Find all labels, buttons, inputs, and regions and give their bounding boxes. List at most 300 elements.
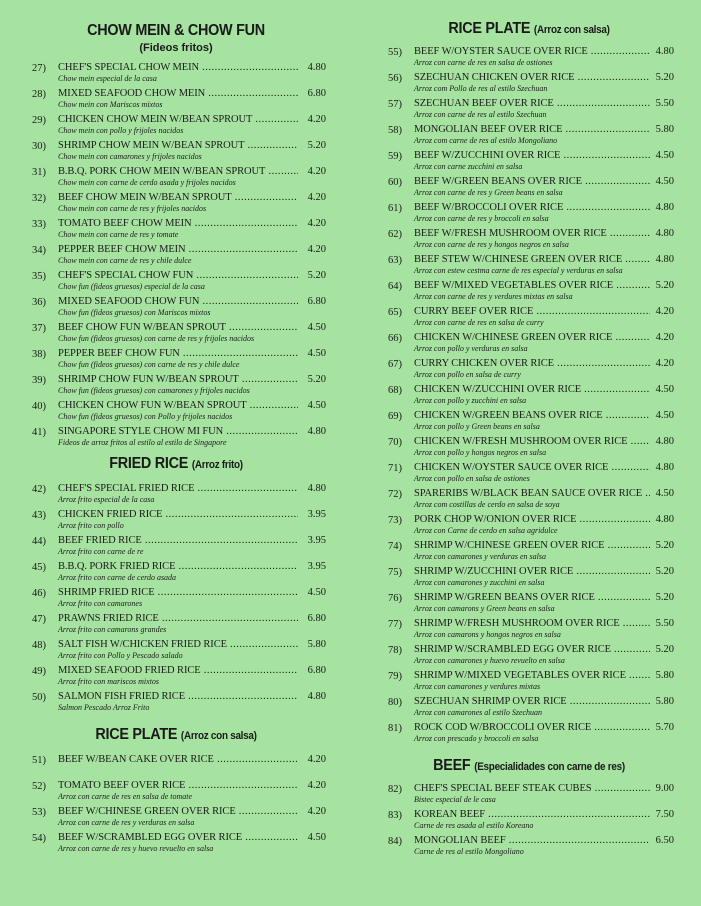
menu-item — [384, 383, 674, 409]
menu-item — [26, 508, 326, 534]
item-description: Arroz frito con camarones — [58, 599, 143, 608]
menu-item — [384, 591, 674, 617]
item-price: 4.50 — [307, 587, 326, 598]
item-price: 6.80 — [307, 88, 326, 99]
item-number: 28) — [32, 89, 46, 100]
item-name: CHEF'S SPECIAL CHOW MEIN ..... — [58, 61, 298, 74]
menu-item — [26, 373, 326, 399]
item-number: 60) — [388, 177, 402, 188]
item-name: BEEF W/BROCCOLI OVER RICE ..... — [414, 201, 650, 214]
menu-item — [384, 175, 674, 201]
item-price: 5.50 — [655, 618, 674, 629]
menu-item — [384, 45, 674, 71]
item-price: 5.20 — [307, 140, 326, 151]
beef-title: BEEF — [433, 757, 471, 774]
item-description: Arroz con pollo y verduras en salsa — [414, 344, 528, 353]
item-name: CHICKEN CHOW MEIN W/BEAN SPROUT ..... — [58, 113, 298, 126]
item-name: CHICKEN W/GREEN BEANS OVER RICE ..... — [414, 409, 650, 422]
menu-item — [26, 753, 326, 779]
right-column — [384, 20, 674, 860]
item-description: Arroz frito con carne de cerdo asada — [58, 573, 177, 582]
item-price: 4.20 — [307, 218, 326, 229]
item-name: SHRIMP CHOW MEIN W/BEAN SPROUT ..... — [58, 139, 298, 152]
item-description: Arroz con carne de res y hongos negros en salsa — [414, 240, 569, 249]
menu-item — [26, 805, 326, 831]
item-number: 62) — [388, 229, 402, 240]
item-number: 54) — [32, 833, 46, 844]
item-name: SHRIMP CHOW FUN W/BEAN SPROUT ..... — [58, 373, 298, 386]
item-name: CHICKEN FRIED RICE ..... — [58, 508, 298, 521]
menu-item — [384, 279, 674, 305]
item-price: 4.20 — [307, 780, 326, 791]
item-name: PORK CHOP W/ONION OVER RICE ..... — [414, 513, 650, 526]
menu-item — [26, 560, 326, 586]
item-name: BEEF W/OYSTER SAUCE OVER RICE ..... — [414, 45, 650, 58]
menu-item — [26, 269, 326, 295]
item-description: Arroz frito especial de la casa — [58, 495, 155, 504]
item-description: Arroz con pollo en salsa de ostiones — [414, 474, 530, 483]
item-number: 51) — [32, 755, 46, 766]
menu-item — [26, 779, 326, 805]
item-number: 79) — [388, 671, 402, 682]
item-number: 32) — [32, 193, 46, 204]
item-price: 4.50 — [307, 832, 326, 843]
menu-item — [26, 243, 326, 269]
item-number: 29) — [32, 115, 46, 126]
item-description: Arroz con camarones y verduras en salsa — [414, 552, 546, 561]
item-name: B.B.Q. PORK FRIED RICE ..... — [58, 560, 298, 573]
item-number: 71) — [388, 463, 402, 474]
item-description: Arroz con carne de res en salsa de ostiones — [414, 58, 553, 67]
beef-subtitle: (Especialidades con carne de res) — [474, 761, 625, 773]
item-description: Arroz con carne zucchini en salsa — [414, 162, 523, 171]
item-price: 4.20 — [307, 754, 326, 765]
item-number: 78) — [388, 645, 402, 656]
item-description: Carne de res asada al estilo Koreano — [414, 821, 534, 830]
item-name: SHRIMP W/SCRAMBLED EGG OVER RICE ..... — [414, 643, 650, 656]
item-number: 64) — [388, 281, 402, 292]
item-name: BEEF W/ZUCCHINI OVER RICE ..... — [414, 149, 650, 162]
item-price: 4.50 — [655, 410, 674, 421]
item-price: 5.20 — [307, 374, 326, 385]
item-number: 65) — [388, 307, 402, 318]
menu-item — [384, 305, 674, 331]
item-price: 4.20 — [307, 114, 326, 125]
item-number: 56) — [388, 73, 402, 84]
item-price: 4.50 — [655, 488, 674, 499]
item-price: 4.20 — [307, 192, 326, 203]
item-number: 44) — [32, 536, 46, 547]
item-price: 5.80 — [655, 696, 674, 707]
menu-item — [26, 425, 326, 451]
item-description: Arroz com Pollo de res al estilo Szechuan — [414, 84, 548, 93]
menu-item — [384, 201, 674, 227]
item-name: SZECHUAN BEEF OVER RICE ..... — [414, 97, 650, 110]
item-description: Arroz con carne de res al estilo Szechuan — [414, 110, 547, 119]
item-number: 81) — [388, 723, 402, 734]
item-description: Chow mein con Mariscos mixtos — [58, 100, 163, 109]
item-price: 4.50 — [307, 400, 326, 411]
item-number: 47) — [32, 614, 46, 625]
section-title-chow-mein: CHOW MEIN & CHOW FUN — [87, 22, 265, 39]
fried-rice-title: FRIED RICE — [109, 455, 189, 472]
item-description: Arroz con prescado y broccoli en salsa — [414, 734, 539, 743]
item-number: 34) — [32, 245, 46, 256]
item-name: CHEF'S SPECIAL FRIED RICE ..... — [58, 482, 298, 495]
item-name: PEPPER BEEF CHOW MEIN ..... — [58, 243, 298, 256]
item-description: Arroz con camarons y Green beans en salsa — [414, 604, 555, 613]
item-price: 6.80 — [307, 296, 326, 307]
item-number: 80) — [388, 697, 402, 708]
item-name: SHRIMP W/CHINESE GREEN OVER RICE ..... — [414, 539, 650, 552]
item-name: PEPPER BEEF CHOW FUN ..... — [58, 347, 298, 360]
item-name: SPARERIBS W/BLACK BEAN SAUCE OVER RICE ..... — [414, 487, 650, 500]
item-price: 3.95 — [307, 561, 326, 572]
item-description: Arroz con estew cestma carne de res especial y verduras en salsa — [414, 266, 623, 275]
item-description: Arroz com carne de res al estilo Mongoliano — [414, 136, 558, 145]
item-price: 5.20 — [655, 540, 674, 551]
menu-item — [26, 586, 326, 612]
item-description: Arroz com costillas de cerdo en salsa de soya — [414, 500, 560, 509]
item-description: Chow mein con carne de cerdo asada y frijoles nacidos — [58, 178, 236, 187]
item-description: Chow mein con carne de res y chile dulce — [58, 256, 192, 265]
item-description: Arroz con carne de res en salsa de curry — [414, 318, 544, 327]
item-name: BEEF W/MIXED VEGETABLES OVER RICE ..... — [414, 279, 650, 292]
item-number: 82) — [388, 784, 402, 795]
item-description: Salmon Pescado Arroz Frito — [58, 703, 150, 712]
item-description: Chow mein con pollo y frijoles nacidos — [58, 126, 184, 135]
item-number: 50) — [32, 692, 46, 703]
item-name: SHRIMP W/MIXED VEGETABLES OVER RICE ..... — [414, 669, 650, 682]
item-description: Chow fun (fideos gruesos) especial de la casa — [58, 282, 205, 291]
item-description: Arroz con carne de res y Green beans en salsa — [414, 188, 563, 197]
item-name: CHICKEN W/ZUCCHINI OVER RICE ..... — [414, 383, 650, 396]
item-description: Arroz con carne de res en salsa de tomate — [58, 792, 193, 801]
menu-item — [384, 513, 674, 539]
menu-item — [384, 253, 674, 279]
item-price: 5.20 — [655, 592, 674, 603]
item-description: Chow mein con camarones y frijoles nacidos — [58, 152, 202, 161]
item-name: BEEF W/FRESH MUSHROOM OVER RICE ..... — [414, 227, 650, 240]
item-number: 69) — [388, 411, 402, 422]
item-name: PRAWNS FRIED RICE ..... — [58, 612, 298, 625]
item-price: 7.50 — [655, 809, 674, 820]
item-name: SZECHUAN SHRIMP OVER RICE ..... — [414, 695, 650, 708]
item-name: KOREAN BEEF ..... — [414, 808, 650, 821]
item-description: Chow fun (fideos gruesos) con Mariscos mixtos — [58, 308, 211, 317]
item-price: 4.50 — [307, 322, 326, 333]
item-description: Arroz con pollo y Green beans en salsa — [414, 422, 540, 431]
item-number: 84) — [388, 836, 402, 847]
item-price: 4.50 — [655, 384, 674, 395]
menu-item — [384, 71, 674, 97]
item-name: MIXED SEAFOOD FRIED RICE ..... — [58, 664, 298, 677]
item-price: 4.20 — [655, 358, 674, 369]
menu-item — [26, 165, 326, 191]
item-number: 61) — [388, 203, 402, 214]
item-description: Chow fun (fideos gruesos) con carne de res y chile dulce — [58, 360, 240, 369]
item-price: 5.80 — [307, 639, 326, 650]
menu-item — [384, 782, 674, 808]
item-name: SZECHUAN CHICKEN OVER RICE ..... — [414, 71, 650, 84]
item-price: 4.80 — [655, 514, 674, 525]
rice-plate-right-title: RICE PLATE — [448, 20, 531, 37]
item-number: 63) — [388, 255, 402, 266]
item-price: 5.50 — [655, 98, 674, 109]
item-number: 83) — [388, 810, 402, 821]
item-number: 41) — [32, 427, 46, 438]
section-title-rice-plate-left — [41, 726, 311, 745]
item-description: Arroz con pollo y zucchini en salsa — [414, 396, 527, 405]
item-price: 5.20 — [655, 280, 674, 291]
item-price: 5.20 — [307, 270, 326, 281]
menu-item — [384, 227, 674, 253]
section-subtitle-chow-mein: (Fideos fritos) — [139, 42, 213, 54]
item-number: 75) — [388, 567, 402, 578]
item-name: MONGOLIAN BEEF OVER RICE ..... — [414, 123, 650, 136]
item-price: 5.20 — [655, 72, 674, 83]
menu-item — [384, 721, 674, 747]
menu-item — [384, 461, 674, 487]
item-number: 77) — [388, 619, 402, 630]
left-column — [26, 22, 326, 857]
item-name: CHEF'S SPECIAL BEEF STEAK CUBES ..... — [414, 782, 650, 795]
item-name: TOMATO BEEF CHOW MEIN ..... — [58, 217, 298, 230]
menu-item — [26, 295, 326, 321]
item-price: 4.20 — [307, 244, 326, 255]
item-description: Arroz frito con camarons grandes — [58, 625, 167, 634]
menu-item — [384, 643, 674, 669]
chow-mein-section — [26, 22, 326, 451]
item-price: 4.20 — [655, 306, 674, 317]
menu-item — [26, 831, 326, 857]
item-name: MIXED SEAFOOD CHOW FUN ..... — [58, 295, 298, 308]
menu-item — [384, 409, 674, 435]
item-name: SHRIMP W/FRESH MUSHROOM OVER RICE ..... — [414, 617, 650, 630]
item-price: 5.20 — [655, 644, 674, 655]
item-description: Arroz con camarones al estilo Szechuan — [414, 708, 543, 717]
item-number: 42) — [32, 484, 46, 495]
menu-item — [384, 669, 674, 695]
item-number: 49) — [32, 666, 46, 677]
item-name: BEEF W/GREEN BEANS OVER RICE ..... — [414, 175, 650, 188]
item-price: 5.80 — [655, 124, 674, 135]
menu-item — [26, 534, 326, 560]
fried-rice-subtitle: (Arroz frito) — [191, 459, 243, 471]
item-price: 3.95 — [307, 535, 326, 546]
item-name: CHEF'S SPECIAL CHOW FUN ..... — [58, 269, 298, 282]
item-name: CURRY CHICKEN OVER RICE ..... — [414, 357, 650, 370]
menu-item — [26, 690, 326, 716]
rice-plate-right-subtitle: (Arroz con salsa) — [533, 24, 610, 36]
menu-item — [384, 149, 674, 175]
item-name: BEEF W/BEAN CAKE OVER RICE ..... — [58, 753, 298, 766]
item-description: Arroz con camarones y zucchini en salsa — [414, 578, 545, 587]
item-number: 66) — [388, 333, 402, 344]
item-price: 4.20 — [307, 806, 326, 817]
item-price: 4.80 — [655, 202, 674, 213]
menu-item — [384, 331, 674, 357]
item-price: 5.70 — [655, 722, 674, 733]
item-name: CHICKEN W/FRESH MUSHROOM OVER RICE ..... — [414, 435, 650, 448]
item-description: Chow mein con carne de res y frijoles nacidos — [58, 204, 207, 213]
item-price: 6.50 — [655, 835, 674, 846]
rice-plate-left-title: RICE PLATE — [95, 726, 178, 743]
item-number: 46) — [32, 588, 46, 599]
menu-item — [26, 612, 326, 638]
menu-item — [26, 482, 326, 508]
item-price: 4.80 — [307, 691, 326, 702]
item-description: Arroz frito con Pollo y Pescado salado — [58, 651, 183, 660]
item-description: Chow mein especial de la casa — [58, 74, 157, 83]
item-description: Arroz con pollo y hongos negros en salsa — [414, 448, 547, 457]
item-description: Chow fun (fideos gruesos) con carne de res y frijoles nacidos — [58, 334, 255, 343]
item-description: Bistec especial de le casa — [414, 795, 496, 804]
menu-item — [26, 139, 326, 165]
item-description: Arroz con carne de res y verdures mixtas en salsa — [414, 292, 573, 301]
item-price: 4.80 — [655, 254, 674, 265]
item-description: Arroz con pollo en salsa de curry — [414, 370, 521, 379]
item-number: 27) — [32, 63, 46, 74]
item-price: 6.80 — [307, 613, 326, 624]
item-number: 48) — [32, 640, 46, 651]
menu-item — [26, 87, 326, 113]
item-price: 4.80 — [307, 62, 326, 73]
item-number: 38) — [32, 349, 46, 360]
item-number: 68) — [388, 385, 402, 396]
item-price: 4.50 — [655, 150, 674, 161]
menu-item — [26, 638, 326, 664]
item-price: 4.20 — [655, 332, 674, 343]
item-number: 72) — [388, 489, 402, 500]
item-price: 4.50 — [307, 348, 326, 359]
menu-item — [26, 113, 326, 139]
item-description: Chow fun (fideos gruesos) con Pollo y frijoles nacidos — [58, 412, 233, 421]
item-name: BEEF CHOW MEIN W/BEAN SPROUT ..... — [58, 191, 298, 204]
menu-item — [384, 123, 674, 149]
item-number: 45) — [32, 562, 46, 573]
item-name: MONGOLIAN BEEF ..... — [414, 834, 650, 847]
item-number: 37) — [32, 323, 46, 334]
section-title-fried-rice — [41, 455, 311, 474]
item-description: Chow fun (fideos gruesos) con camarones y frijoles nacidos — [58, 386, 250, 395]
menu-item — [384, 834, 674, 860]
menu-item — [26, 217, 326, 243]
menu-item — [26, 399, 326, 425]
item-number: 73) — [388, 515, 402, 526]
item-name: BEEF W/SCRAMBLED EGG OVER RICE ..... — [58, 831, 298, 844]
item-number: 58) — [388, 125, 402, 136]
item-price: 4.80 — [307, 426, 326, 437]
section-title-rice-plate-right — [399, 20, 660, 39]
item-number: 52) — [32, 781, 46, 792]
item-price: 5.20 — [655, 566, 674, 577]
section-title-beef — [399, 757, 660, 776]
menu-item — [384, 808, 674, 834]
item-name: MIXED SEAFOOD CHOW MEIN ..... — [58, 87, 298, 100]
item-number: 40) — [32, 401, 46, 412]
item-number: 43) — [32, 510, 46, 521]
item-number: 70) — [388, 437, 402, 448]
item-description: Arroz frito con mariscos mixtos — [58, 677, 160, 686]
item-price: 4.50 — [655, 176, 674, 187]
item-name: SALMON FISH FRIED RICE ..... — [58, 690, 298, 703]
item-price: 4.80 — [655, 228, 674, 239]
menu-item — [384, 695, 674, 721]
item-number: 67) — [388, 359, 402, 370]
menu-item — [384, 357, 674, 383]
item-price: 5.80 — [655, 670, 674, 681]
item-number: 39) — [32, 375, 46, 386]
item-number: 53) — [32, 807, 46, 818]
menu-item — [384, 539, 674, 565]
item-price: 4.80 — [655, 436, 674, 447]
menu-item — [26, 191, 326, 217]
item-name: SHRIMP FRIED RICE ..... — [58, 586, 298, 599]
item-name: CHICKEN W/CHINESE GREEN OVER RICE ..... — [414, 331, 650, 344]
item-description: Fideos de arroz fritos al estilo al estilo de Singapore — [58, 438, 227, 447]
menu-item — [26, 61, 326, 87]
menu-item — [384, 617, 674, 643]
item-name: B.B.Q. PORK CHOW MEIN W/BEAN SPROUT ..... — [58, 165, 298, 178]
rice-plate-left-subtitle: (Arroz con salsa) — [180, 730, 257, 742]
item-description: Arroz con camarons y hongos negros en salsa — [414, 630, 561, 639]
item-number: 35) — [32, 271, 46, 282]
item-name: SHRIMP W/GREEN BEANS OVER RICE ..... — [414, 591, 650, 604]
menu-item — [26, 321, 326, 347]
menu-item — [384, 97, 674, 123]
item-description: Arroz con Carne de cerdo en salsa agridulce — [414, 526, 558, 535]
item-description: Arroz frito con pollo — [58, 521, 124, 530]
item-name: CURRY BEEF OVER RICE ..... — [414, 305, 650, 318]
item-name: ROCK COD W/BROCCOLI OVER RICE ..... — [414, 721, 650, 734]
item-name: TOMATO BEEF OVER RICE ..... — [58, 779, 298, 792]
item-name: SALT FISH W/CHICKEN FRIED RICE ..... — [58, 638, 298, 651]
item-price: 9.00 — [655, 783, 674, 794]
item-name: BEEF CHOW FUN W/BEAN SPROUT ..... — [58, 321, 298, 334]
item-price: 4.20 — [307, 166, 326, 177]
menu-item — [384, 435, 674, 461]
item-number: 33) — [32, 219, 46, 230]
menu-item — [384, 487, 674, 513]
item-name: CHICKEN W/OYSTER SAUCE OVER RICE ..... — [414, 461, 650, 474]
item-price: 6.80 — [307, 665, 326, 676]
item-number: 30) — [32, 141, 46, 152]
menu-item — [26, 347, 326, 373]
item-price: 4.80 — [655, 46, 674, 57]
item-name: SHRIMP W/ZUCCHINI OVER RICE ..... — [414, 565, 650, 578]
item-price: 4.80 — [307, 483, 326, 494]
item-number: 36) — [32, 297, 46, 308]
item-description: Arroz frito con carne de re — [58, 547, 144, 556]
item-price: 3.95 — [307, 509, 326, 520]
item-name: BEEF STEW W/CHINESE GREEN OVER RICE ..... — [414, 253, 650, 266]
item-name: BEEF W/CHINESE GREEN OVER RICE ..... — [58, 805, 298, 818]
menu-item — [384, 565, 674, 591]
item-number: 74) — [388, 541, 402, 552]
item-name: CHICKEN CHOW FUN W/BEAN SPROUT ..... — [58, 399, 298, 412]
item-description: Arroz con camarones y verdures mixtas — [414, 682, 541, 691]
item-name: SINGAPORE STYLE CHOW MI FUN ..... — [58, 425, 298, 438]
menu-item — [26, 664, 326, 690]
item-description: Arroz con carne de res y broccoli en salsa — [414, 214, 549, 223]
item-number: 31) — [32, 167, 46, 178]
item-number: 57) — [388, 99, 402, 110]
item-number: 76) — [388, 593, 402, 604]
item-description: Carne de res al estilo Mongoliano — [414, 847, 524, 856]
item-description: Chow mein con carne de res y tomate — [58, 230, 179, 239]
item-number: 55) — [388, 47, 402, 58]
